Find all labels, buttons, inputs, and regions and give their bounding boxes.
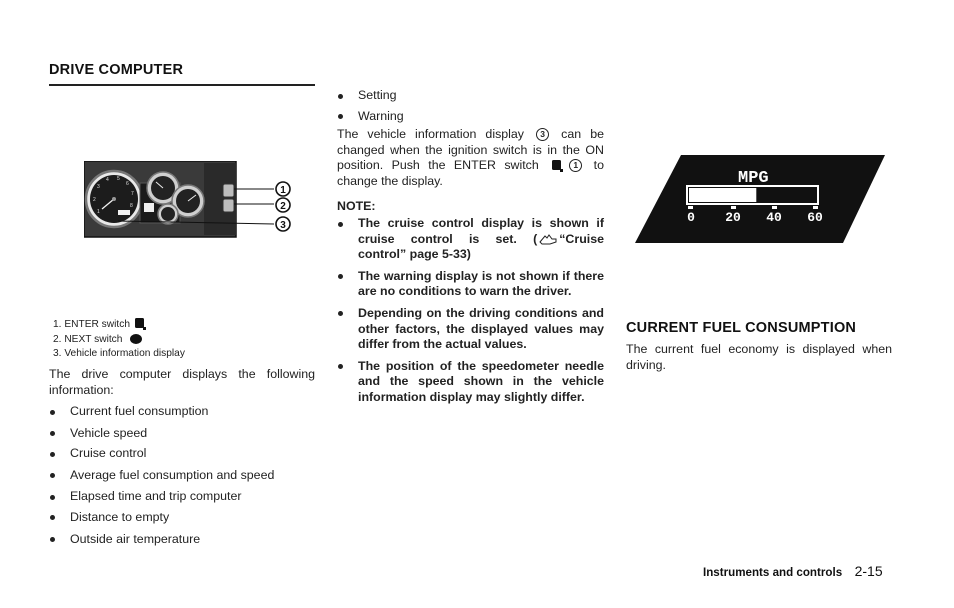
svg-text:4: 4 — [106, 177, 109, 183]
footer-section-title: Instruments and controls — [703, 566, 843, 579]
list-item: Current fuel consumption — [49, 404, 315, 420]
enter-switch-icon — [552, 160, 561, 170]
mpg-display-figure — [635, 155, 885, 243]
section-heading-drive-computer: DRIVE COMPUTER — [49, 62, 184, 78]
section-heading-current-fuel: CURRENT FUEL CONSUMPTION — [626, 320, 857, 336]
current-fuel-paragraph: The current fuel economy is displayed when driving. — [626, 342, 892, 372]
note-item-warning: The warning display is not shown if there are no conditions to warn the driver. — [337, 269, 604, 300]
svg-text:8: 8 — [130, 203, 133, 209]
tick-label: 0 — [687, 210, 695, 225]
list-item: Outside air temperature — [49, 532, 315, 548]
page-footer — [703, 563, 883, 581]
list-item: Vehicle speed — [49, 426, 315, 442]
list-item: Average fuel consumption and speed — [49, 468, 315, 484]
note-item-cruise: The cruise control display is shown if cruise control is set. ( “Cruise control” page 5-33) — [337, 216, 604, 263]
tick-label: 60 — [807, 210, 823, 225]
page-number: 2-15 — [854, 563, 883, 579]
svg-text:3: 3 — [97, 184, 100, 190]
info-list — [49, 404, 315, 547]
note-list — [337, 216, 604, 412]
list-item: Warning — [337, 109, 604, 125]
list-item: Distance to empty — [49, 510, 315, 526]
callout-ref-3: 3 — [536, 128, 549, 141]
svg-text:7: 7 — [131, 191, 134, 197]
callout-ref-1: 1 — [569, 159, 582, 172]
legend-item-next: 2. NEXT switch — [53, 333, 185, 348]
page-reference-icon — [537, 233, 559, 245]
list-item: Setting — [337, 88, 604, 104]
intro-paragraph: The drive computer displays the following information: — [49, 367, 315, 397]
callout-1: 1 — [280, 185, 286, 196]
svg-text:2: 2 — [93, 197, 96, 203]
display-change-paragraph: The vehicle information display 3 can be changed when the ignition switch is in the ON position. Push the ENTER switch 1 to change the display. — [337, 127, 604, 188]
legend-item-display: 3. Vehicle information display — [53, 348, 185, 359]
note-label: NOTE: — [337, 199, 376, 213]
more-info-list — [337, 88, 604, 124]
mpg-label: MPG — [738, 169, 769, 188]
tick-label: 20 — [725, 210, 741, 225]
callout-3: 3 — [280, 220, 286, 231]
enter-switch-icon — [135, 318, 144, 328]
heading-rule — [49, 84, 315, 86]
svg-text:1: 1 — [97, 209, 100, 215]
list-item: Elapsed time and trip computer — [49, 489, 315, 505]
callout-2: 2 — [280, 201, 286, 212]
next-switch-icon — [130, 334, 142, 344]
svg-text:5: 5 — [117, 176, 120, 182]
instrument-cluster-figure — [84, 161, 296, 239]
tick-label: 40 — [766, 210, 782, 225]
fuel-consumption-bar — [689, 188, 756, 202]
figure-legend — [53, 318, 185, 362]
note-item-speedometer: The position of the speedometer needle and the speed shown in the vehicle information display may slightly differ. — [337, 359, 604, 406]
legend-item-enter: 1. ENTER switch — [53, 318, 185, 333]
svg-text:6: 6 — [126, 181, 129, 187]
list-item: Cruise control — [49, 446, 315, 462]
note-item-values: Depending on the driving conditions and other factors, the displayed values may differ from the actual values. — [337, 306, 604, 353]
